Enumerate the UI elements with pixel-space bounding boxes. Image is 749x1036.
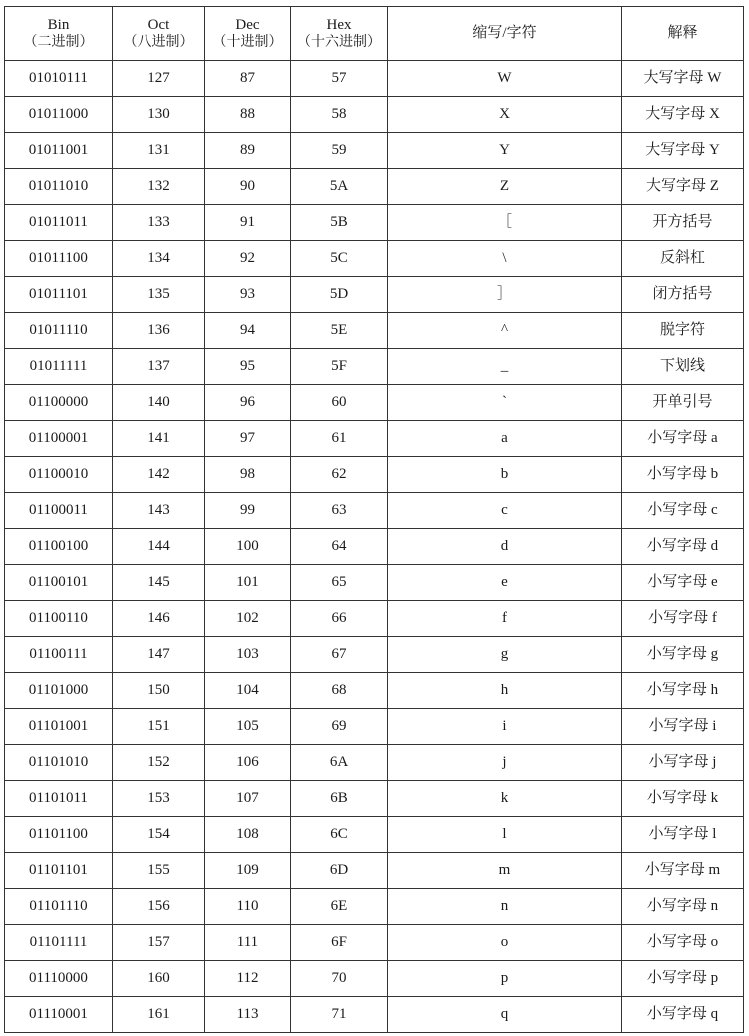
hex-cell: 6A [291,745,388,781]
table-row [5,241,744,277]
header-hex [291,7,388,61]
oct-cell: 136 [113,313,205,349]
bin-cell: 01010111 [5,61,113,97]
desc-cell: 小写字母 d [622,529,744,565]
bin-cell: 01110001 [5,997,113,1033]
header-label: Bin [47,16,70,33]
dec-cell: 98 [205,457,291,493]
dec-cell: 103 [205,637,291,673]
desc-cell: 小写字母 o [622,925,744,961]
desc-cell: 小写字母 q [622,997,744,1033]
bin-cell: 01011100 [5,241,113,277]
hex-cell: 70 [291,961,388,997]
oct-cell: 160 [113,961,205,997]
hex-cell: 5C [291,241,388,277]
desc-cell: 小写字母 j [622,745,744,781]
char-cell: ` [388,385,622,421]
header-desc [622,7,744,61]
dec-cell: 94 [205,313,291,349]
char-cell: ［ [388,205,622,241]
desc-cell: 小写字母 n [622,889,744,925]
char-cell: e [388,565,622,601]
table-row [5,97,744,133]
hex-cell: 68 [291,673,388,709]
dec-cell: 108 [205,817,291,853]
bin-cell: 01100010 [5,457,113,493]
char-cell: W [388,61,622,97]
desc-cell: 下划线 [622,349,744,385]
char-cell: Y [388,133,622,169]
char-cell: m [388,853,622,889]
bin-cell: 01011110 [5,313,113,349]
desc-cell: 大写字母 Z [622,169,744,205]
char-cell: Z [388,169,622,205]
oct-cell: 151 [113,709,205,745]
char-cell: h [388,673,622,709]
char-cell: c [388,493,622,529]
dec-cell: 104 [205,673,291,709]
hex-cell: 6E [291,889,388,925]
bin-cell: 01100101 [5,565,113,601]
header-row [5,7,744,61]
oct-cell: 141 [113,421,205,457]
header-label: Hex [326,16,352,33]
oct-cell: 145 [113,565,205,601]
table-row [5,133,744,169]
char-cell: l [388,817,622,853]
dec-cell: 110 [205,889,291,925]
table-row [5,673,744,709]
bin-cell: 01100100 [5,529,113,565]
desc-cell: 小写字母 i [622,709,744,745]
char-cell: q [388,997,622,1033]
table-row [5,925,744,961]
oct-cell: 140 [113,385,205,421]
hex-cell: 64 [291,529,388,565]
oct-cell: 132 [113,169,205,205]
desc-cell: 小写字母 a [622,421,744,457]
hex-cell: 5D [291,277,388,313]
hex-cell: 69 [291,709,388,745]
header-label: Dec [235,16,260,33]
char-cell: _ [388,349,622,385]
bin-cell: 01110000 [5,961,113,997]
bin-cell: 01011001 [5,133,113,169]
table-row [5,889,744,925]
bin-cell: 01011011 [5,205,113,241]
table-row [5,313,744,349]
char-cell: \ [388,241,622,277]
oct-cell: 135 [113,277,205,313]
bin-cell: 01011101 [5,277,113,313]
bin-cell: 01100000 [5,385,113,421]
oct-cell: 152 [113,745,205,781]
hex-cell: 65 [291,565,388,601]
bin-cell: 01100111 [5,637,113,673]
dec-cell: 100 [205,529,291,565]
table-row [5,853,744,889]
table-row [5,997,744,1033]
header-label: 解释 [667,25,698,41]
hex-cell: 6D [291,853,388,889]
hex-cell: 5F [291,349,388,385]
hex-cell: 6C [291,817,388,853]
desc-cell: 小写字母 f [622,601,744,637]
dec-cell: 112 [205,961,291,997]
dec-cell: 99 [205,493,291,529]
oct-cell: 150 [113,673,205,709]
char-cell: j [388,745,622,781]
oct-cell: 154 [113,817,205,853]
char-cell: ］ [388,277,622,313]
table-row [5,601,744,637]
char-cell: k [388,781,622,817]
table-row [5,709,744,745]
dec-cell: 92 [205,241,291,277]
hex-cell: 5B [291,205,388,241]
bin-cell: 01101100 [5,817,113,853]
desc-cell: 小写字母 l [622,817,744,853]
oct-cell: 137 [113,349,205,385]
oct-cell: 142 [113,457,205,493]
bin-cell: 01101110 [5,889,113,925]
bin-cell: 01101010 [5,745,113,781]
bin-cell: 01101000 [5,673,113,709]
desc-cell: 闭方括号 [622,277,744,313]
table-row [5,565,744,601]
char-cell: o [388,925,622,961]
char-cell: a [388,421,622,457]
char-cell: p [388,961,622,997]
oct-cell: 127 [113,61,205,97]
table-row [5,277,744,313]
char-cell: d [388,529,622,565]
header-sublabel: （八进制） [123,34,194,50]
oct-cell: 157 [113,925,205,961]
table-row [5,637,744,673]
bin-cell: 01100011 [5,493,113,529]
oct-cell: 134 [113,241,205,277]
char-cell: ^ [388,313,622,349]
header-bin [5,7,113,61]
bin-cell: 01100110 [5,601,113,637]
bin-cell: 01101001 [5,709,113,745]
header-sublabel: （十进制） [212,34,283,50]
hex-cell: 71 [291,997,388,1033]
header-char [388,7,622,61]
table-row [5,745,744,781]
bin-cell: 01100001 [5,421,113,457]
table-row [5,385,744,421]
dec-cell: 111 [205,925,291,961]
hex-cell: 5E [291,313,388,349]
table-body [5,61,744,1033]
hex-cell: 59 [291,133,388,169]
oct-cell: 161 [113,997,205,1033]
desc-cell: 小写字母 c [622,493,744,529]
desc-cell: 小写字母 h [622,673,744,709]
table-row [5,961,744,997]
oct-cell: 147 [113,637,205,673]
dec-cell: 90 [205,169,291,205]
oct-cell: 153 [113,781,205,817]
oct-cell: 146 [113,601,205,637]
char-cell: b [388,457,622,493]
table-row [5,817,744,853]
header-oct [113,7,205,61]
hex-cell: 61 [291,421,388,457]
desc-cell: 反斜杠 [622,241,744,277]
table-row [5,205,744,241]
dec-cell: 107 [205,781,291,817]
desc-cell: 小写字母 g [622,637,744,673]
dec-cell: 91 [205,205,291,241]
desc-cell: 开单引号 [622,385,744,421]
desc-cell: 开方括号 [622,205,744,241]
desc-cell: 大写字母 Y [622,133,744,169]
header-dec [205,7,291,61]
dec-cell: 113 [205,997,291,1033]
header-sublabel: （十六进制） [297,34,381,50]
table-row [5,61,744,97]
dec-cell: 93 [205,277,291,313]
desc-cell: 脱字符 [622,313,744,349]
dec-cell: 102 [205,601,291,637]
table-row [5,493,744,529]
header-sublabel: （二进制） [23,34,94,50]
oct-cell: 143 [113,493,205,529]
char-cell: i [388,709,622,745]
hex-cell: 63 [291,493,388,529]
header-label: 缩写/字符 [472,25,537,41]
char-cell: n [388,889,622,925]
bin-cell: 01101111 [5,925,113,961]
header-label: Oct [147,16,170,33]
hex-cell: 66 [291,601,388,637]
oct-cell: 156 [113,889,205,925]
bin-cell: 01101101 [5,853,113,889]
table-row [5,169,744,205]
hex-cell: 5A [291,169,388,205]
oct-cell: 133 [113,205,205,241]
char-cell: f [388,601,622,637]
dec-cell: 89 [205,133,291,169]
dec-cell: 101 [205,565,291,601]
hex-cell: 6B [291,781,388,817]
bin-cell: 01011010 [5,169,113,205]
desc-cell: 大写字母 W [622,61,744,97]
bin-cell: 01011000 [5,97,113,133]
desc-cell: 小写字母 k [622,781,744,817]
ascii-table [4,6,744,1033]
dec-cell: 97 [205,421,291,457]
table-row [5,421,744,457]
oct-cell: 155 [113,853,205,889]
dec-cell: 96 [205,385,291,421]
char-cell: X [388,97,622,133]
desc-cell: 小写字母 b [622,457,744,493]
dec-cell: 87 [205,61,291,97]
bin-cell: 01011111 [5,349,113,385]
char-cell: g [388,637,622,673]
desc-cell: 小写字母 m [622,853,744,889]
table-row [5,529,744,565]
dec-cell: 88 [205,97,291,133]
desc-cell: 大写字母 X [622,97,744,133]
table-row [5,781,744,817]
oct-cell: 130 [113,97,205,133]
hex-cell: 60 [291,385,388,421]
desc-cell: 小写字母 e [622,565,744,601]
hex-cell: 6F [291,925,388,961]
oct-cell: 131 [113,133,205,169]
hex-cell: 58 [291,97,388,133]
table-row [5,349,744,385]
hex-cell: 62 [291,457,388,493]
dec-cell: 109 [205,853,291,889]
dec-cell: 106 [205,745,291,781]
hex-cell: 67 [291,637,388,673]
table-row [5,457,744,493]
dec-cell: 105 [205,709,291,745]
oct-cell: 144 [113,529,205,565]
dec-cell: 95 [205,349,291,385]
bin-cell: 01101011 [5,781,113,817]
hex-cell: 57 [291,61,388,97]
desc-cell: 小写字母 p [622,961,744,997]
